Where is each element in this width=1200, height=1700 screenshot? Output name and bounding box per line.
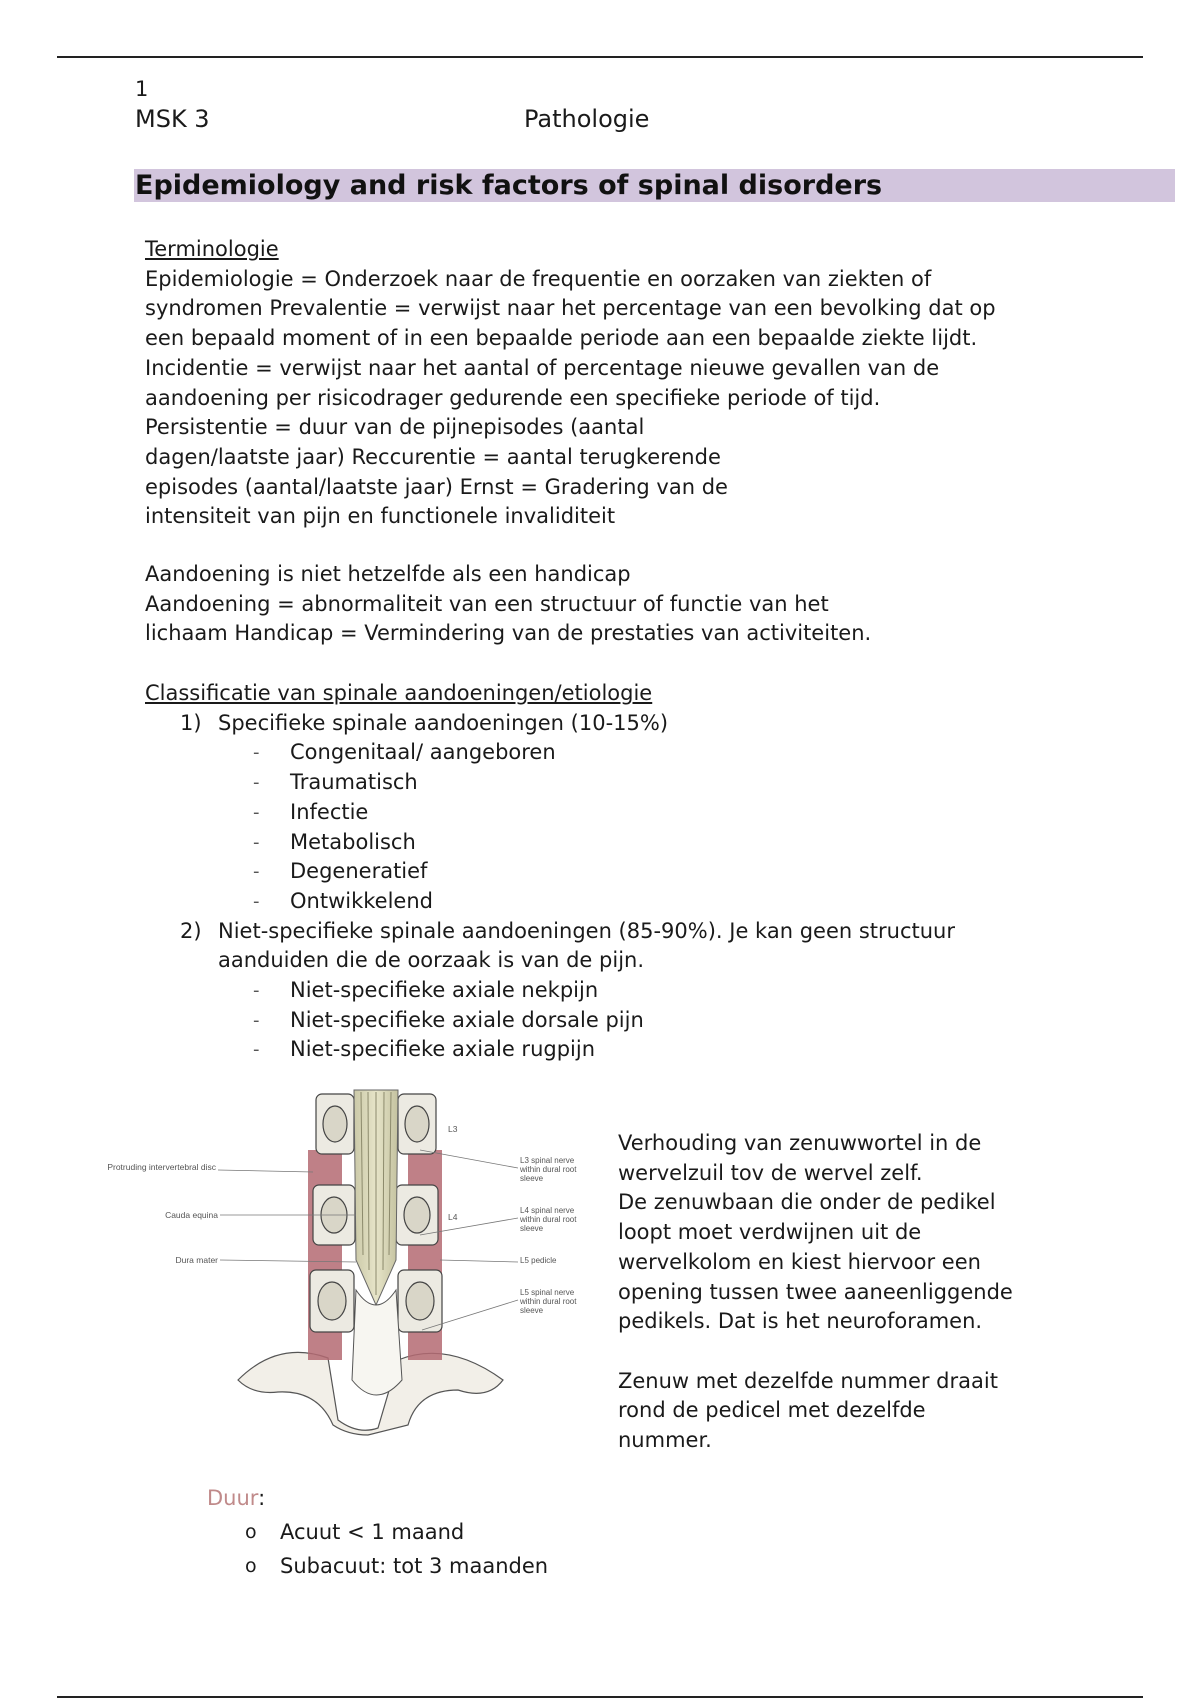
description-line: rond de pedicel met dezelfde bbox=[618, 1398, 926, 1423]
item-text: aanduiden die de oorzaak is van de pijn. bbox=[218, 948, 645, 973]
figure-description bbox=[618, 1129, 1058, 1456]
course-code: MSK 3 bbox=[135, 105, 210, 133]
terminology-line: aandoening per risicodrager gedurende een specifieke periode of tijd. bbox=[145, 385, 881, 410]
terminology-line: Persistentie = duur van de pijnepisodes (aantal bbox=[145, 415, 645, 440]
label-cauda-equina: Cauda equina bbox=[165, 1210, 218, 1220]
label-l3-nerve: L3 spinal nerve within dural root sleeve bbox=[520, 1156, 577, 1183]
label-l4-nerve: L4 spinal nerve within dural root sleeve bbox=[520, 1206, 577, 1233]
spacer bbox=[618, 1337, 1058, 1367]
terminology-line: Incidentie = verwijst naar het aantal of percentage nieuwe gevallen van de bbox=[145, 355, 940, 380]
classification-item bbox=[145, 917, 1045, 976]
spine-illustration bbox=[107, 1090, 598, 1435]
spine-drawing bbox=[107, 1090, 598, 1435]
foramen bbox=[323, 1106, 347, 1142]
handicap-line: Aandoening = abnormaliteit van een structuur of functie van het bbox=[145, 591, 829, 616]
foramen bbox=[406, 1282, 434, 1320]
duration-accent: Duur bbox=[207, 1486, 259, 1510]
list-item: - Niet-specifieke axiale dorsale pijn bbox=[145, 1006, 1045, 1036]
label-l3: L3 bbox=[448, 1124, 458, 1134]
dash-bullet-icon: - bbox=[253, 980, 260, 1002]
list-item: - Ontwikkelend bbox=[145, 887, 1045, 917]
terminology-line: een bepaald moment of in een bepaalde periode aan een bepaalde ziekte lijdt. bbox=[145, 326, 978, 351]
subject-title: Pathologie bbox=[524, 105, 650, 133]
dash-bullet-icon: - bbox=[253, 801, 260, 823]
description-line: pedikels. Dat is het neuroforamen. bbox=[618, 1309, 983, 1334]
top-rule bbox=[57, 56, 1143, 58]
handicap-section bbox=[145, 560, 1065, 649]
classification-heading: Classificatie van spinale aandoeningen/etiologie bbox=[145, 681, 653, 705]
terminology-line: intensiteit van pijn en functionele invaliditeit bbox=[145, 504, 616, 529]
foramen bbox=[405, 1106, 429, 1142]
figure-labels-right bbox=[520, 1156, 596, 1328]
list-item: - Metabolisch bbox=[145, 828, 1045, 858]
item-text: Specifieke spinale aandoeningen (10-15%) bbox=[218, 710, 669, 735]
label-dura-mater: Dura mater bbox=[175, 1255, 218, 1265]
dura-sac bbox=[352, 1290, 402, 1395]
description-line: opening tussen twee aaneenliggende bbox=[618, 1279, 1013, 1304]
handicap-line: Aandoening is niet hetzelfde als een handicap bbox=[145, 562, 631, 586]
duration-list bbox=[245, 1515, 548, 1583]
description-line: nummer. bbox=[618, 1428, 712, 1453]
list-item: o Subacuut: tot 3 maanden bbox=[245, 1549, 548, 1583]
description-line: loopt moet verdwijnen uit de bbox=[618, 1220, 922, 1245]
list-item: - Traumatisch bbox=[145, 768, 1045, 798]
description-line: De zenuwbaan die onder de pedikel bbox=[618, 1190, 996, 1215]
duration-label bbox=[207, 1483, 265, 1513]
foramen bbox=[318, 1282, 346, 1320]
dash-bullet-icon: - bbox=[253, 890, 260, 912]
dash-bullet-icon: - bbox=[253, 1039, 260, 1061]
circle-bullet-icon: o bbox=[245, 1555, 257, 1577]
list-item: - Degeneratief bbox=[145, 857, 1045, 887]
bullet-list bbox=[145, 976, 1045, 1065]
terminology-heading: Terminologie bbox=[145, 237, 279, 261]
item-number: 1) bbox=[180, 710, 202, 735]
description-line: Zenuw met dezelfde nummer draait bbox=[618, 1368, 998, 1393]
item-text: Niet-specifieke spinale aandoeningen (85-90%). Je kan geen structuur bbox=[218, 918, 955, 943]
dash-bullet-icon: - bbox=[253, 772, 260, 794]
page-number: 1 bbox=[135, 77, 149, 101]
label-protruding-disc: Protruding intervertebral disc bbox=[107, 1162, 216, 1172]
terminology-line: Epidemiologie = Onderzoek naar de frequentie en oorzaken van ziekten of bbox=[145, 266, 932, 291]
label-l4: L4 bbox=[448, 1212, 458, 1222]
classification-item bbox=[145, 709, 1045, 739]
description-line: wervelkolom en kiest hiervoor een bbox=[618, 1249, 981, 1274]
dash-bullet-icon: - bbox=[253, 1009, 260, 1031]
bullet-list bbox=[145, 738, 1045, 916]
list-item: - Infectie bbox=[145, 798, 1045, 828]
foramen bbox=[404, 1197, 430, 1233]
duration-colon: : bbox=[258, 1486, 266, 1510]
description-line: Verhouding van zenuwwortel in de bbox=[618, 1131, 982, 1155]
bottom-rule bbox=[57, 1696, 1143, 1698]
dash-bullet-icon: - bbox=[253, 861, 260, 883]
label-l5-nerve: L5 spinal nerve within dural root sleeve bbox=[520, 1288, 577, 1315]
label-l5-pedicle: L5 pedicle bbox=[520, 1256, 557, 1265]
terminology-line: syndromen Prevalentie = verwijst naar het percentage van een bevolking dat op bbox=[145, 296, 996, 321]
description-line: wervelzuil tov de wervel zelf. bbox=[618, 1160, 923, 1185]
circle-bullet-icon: o bbox=[245, 1521, 257, 1543]
item-number: 2) bbox=[180, 918, 202, 943]
classification-section bbox=[145, 679, 1045, 1065]
list-item: - Congenitaal/ aangeboren bbox=[145, 738, 1045, 768]
terminology-section bbox=[145, 235, 1065, 532]
handicap-line: lichaam Handicap = Vermindering van de prestaties van activiteiten. bbox=[145, 621, 872, 646]
list-item: - Niet-specifieke axiale rugpijn bbox=[145, 1035, 1045, 1065]
dash-bullet-icon: - bbox=[253, 742, 260, 764]
terminology-line: episodes (aantal/laatste jaar) Ernst = Gradering van de bbox=[145, 474, 728, 499]
list-item: o Acuut < 1 maand bbox=[245, 1515, 548, 1549]
page-title: Epidemiology and risk factors of spinal disorders bbox=[135, 170, 883, 201]
terminology-line: dagen/laatste jaar) Reccurentie = aantal terugkerende bbox=[145, 444, 721, 469]
dash-bullet-icon: - bbox=[253, 831, 260, 853]
list-item: - Niet-specifieke axiale nekpijn bbox=[145, 976, 1045, 1006]
